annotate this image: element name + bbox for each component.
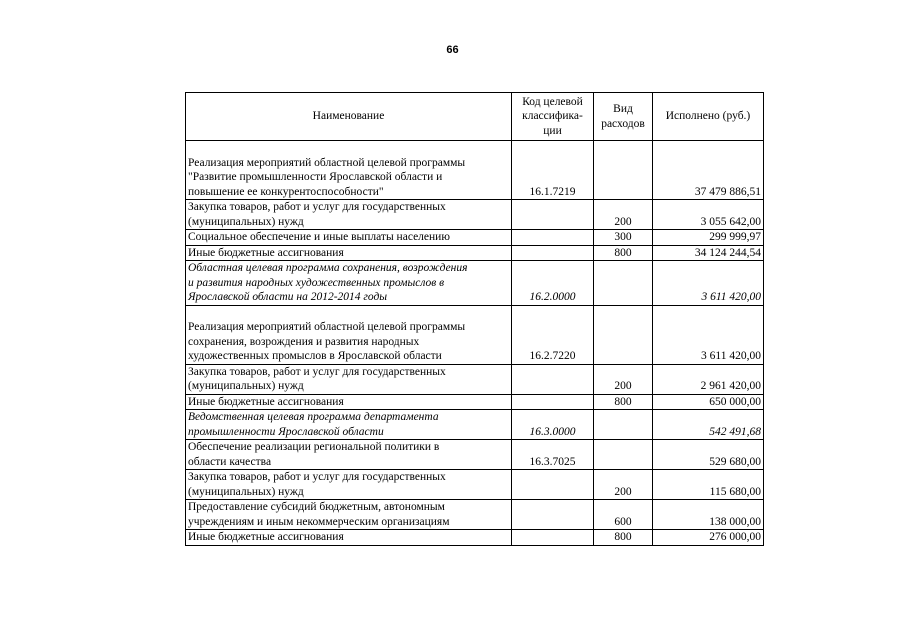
row-code: 16.2.7220 (512, 305, 594, 364)
row-code (512, 200, 594, 230)
row-name (186, 470, 512, 500)
row-amount: 34 124 244,54 (653, 245, 764, 261)
row-name (186, 440, 512, 470)
row-name-line: Реализация мероприятий областной целевой программы (188, 321, 466, 333)
row-name (186, 530, 512, 546)
row-expense-type (594, 440, 653, 470)
table-row (186, 261, 764, 306)
row-code: 16.1.7219 (512, 141, 594, 200)
row-name-line: Иные бюджетные ассигнования (188, 531, 344, 543)
row-name-line: Ведомственная целевая программа департамента (188, 411, 439, 423)
row-name-line: Обеспечение реализации региональной политики в (188, 441, 440, 453)
row-name-line: учреждениям и иным некоммерческим организациям (188, 515, 450, 528)
table-row (186, 410, 764, 440)
row-name (186, 261, 512, 306)
row-name-line: Реализация мероприятий областной целевой программы (188, 156, 466, 169)
row-expense-type: 800 (594, 245, 653, 261)
table-body (186, 141, 764, 546)
table-row (186, 305, 764, 364)
table-row (186, 500, 764, 530)
row-expense-type: 800 (594, 394, 653, 410)
table-row (186, 230, 764, 246)
row-code (512, 394, 594, 410)
row-expense-type: 800 (594, 530, 653, 546)
row-name-line: художественных промыслов в Ярославской области (188, 350, 442, 362)
row-name-line (188, 306, 509, 321)
table-header-row (186, 93, 764, 141)
row-expense-type: 300 (594, 230, 653, 246)
row-name-line: (муниципальных) нужд (188, 485, 304, 498)
row-amount: 3 055 642,00 (653, 200, 764, 230)
row-name-line: Закупка товаров, работ и услуг для государственных (188, 201, 446, 213)
row-name-line: (муниципальных) нужд (188, 380, 304, 392)
table-row (186, 364, 764, 394)
row-expense-type (594, 261, 653, 306)
row-expense-type (594, 141, 653, 200)
row-amount: 299 999,97 (653, 230, 764, 246)
row-expense-type: 200 (594, 364, 653, 394)
table-row (186, 440, 764, 470)
budget-table (185, 92, 764, 546)
row-code (512, 500, 594, 530)
row-name (186, 141, 512, 200)
row-code: 16.2.0000 (512, 261, 594, 306)
row-name-line: промышленности Ярославской области (188, 425, 384, 438)
row-amount: 650 000,00 (653, 394, 764, 410)
row-name-line (188, 141, 509, 156)
row-name-line: Закупка товаров, работ и услуг для государственных (188, 365, 446, 378)
table-row (186, 394, 764, 410)
header-name: Наименование (186, 93, 512, 141)
row-name (186, 230, 512, 246)
row-name-line: Социальное обеспечение и иные выплаты населению (188, 231, 450, 243)
row-name-line: области качества (188, 455, 272, 468)
row-name-line: и развития народных художественных промыслов в (188, 276, 445, 289)
table-row (186, 200, 764, 230)
row-name-line: "Развитие промышленности Ярославской области и (188, 171, 443, 183)
row-name (186, 245, 512, 261)
row-name-line: Областная целевая программа сохранения, возрождения (188, 262, 468, 274)
row-code (512, 230, 594, 246)
row-expense-type (594, 410, 653, 440)
header-code: Код целевой классифика-ции (512, 93, 594, 141)
row-amount: 276 000,00 (653, 530, 764, 546)
row-expense-type (594, 305, 653, 364)
header-amount: Исполнено (руб.) (653, 93, 764, 141)
row-amount: 2 961 420,00 (653, 364, 764, 394)
row-name (186, 305, 512, 364)
row-name-line: повышение ее конкурентоспособности" (188, 185, 384, 198)
table-row (186, 245, 764, 261)
row-name (186, 410, 512, 440)
row-name-line: Иные бюджетные ассигнования (188, 246, 344, 259)
row-name (186, 364, 512, 394)
row-name-line: Ярославской области на 2012-2014 годы (188, 291, 388, 303)
row-name-line: Иные бюджетные ассигнования (188, 395, 344, 408)
row-expense-type: 600 (594, 500, 653, 530)
row-amount: 542 491,68 (653, 410, 764, 440)
row-amount: 3 611 420,00 (653, 261, 764, 306)
row-code (512, 470, 594, 500)
row-name-line: сохранения, возрождения и развития народных (188, 335, 420, 348)
row-name-line: (муниципальных) нужд (188, 215, 304, 228)
page-number: 66 (446, 44, 459, 56)
row-expense-type: 200 (594, 200, 653, 230)
row-name (186, 394, 512, 410)
row-code (512, 245, 594, 261)
row-amount: 529 680,00 (653, 440, 764, 470)
row-amount: 3 611 420,00 (653, 305, 764, 364)
row-code: 16.3.7025 (512, 440, 594, 470)
row-name-line: Закупка товаров, работ и услуг для государственных (188, 471, 446, 483)
row-name (186, 200, 512, 230)
table-row (186, 470, 764, 500)
row-amount: 138 000,00 (653, 500, 764, 530)
row-amount: 115 680,00 (653, 470, 764, 500)
row-name (186, 500, 512, 530)
table-row (186, 530, 764, 546)
row-expense-type: 200 (594, 470, 653, 500)
header-type: Вид расходов (594, 93, 653, 141)
row-code (512, 530, 594, 546)
table-row (186, 141, 764, 200)
row-code (512, 364, 594, 394)
row-name-line: Предоставление субсидий бюджетным, автономным (188, 501, 445, 513)
row-amount: 37 479 886,51 (653, 141, 764, 200)
row-code: 16.3.0000 (512, 410, 594, 440)
